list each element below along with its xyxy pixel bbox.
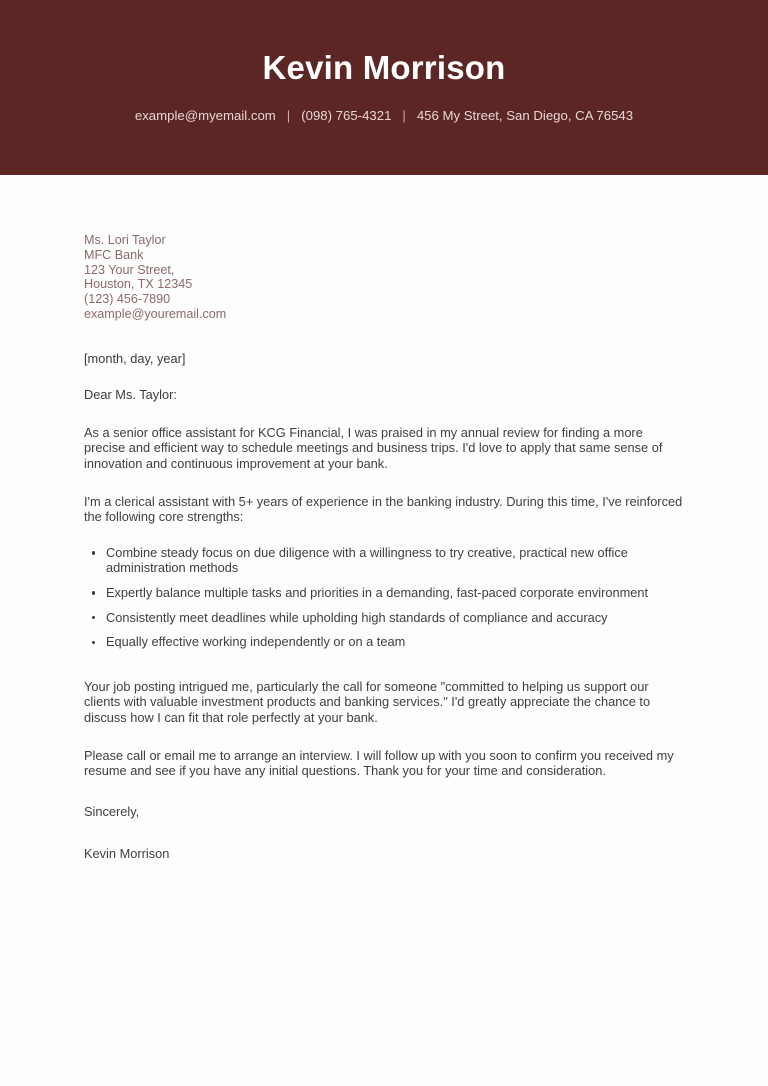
paragraph-job-posting: Your job posting intrigued me, particularly the call for someone "committed to helping us support our clients with valuable investment products and banking services." I'd greatly appreciate the chance to discuss how I can fit that role perfectly at your bank. [84, 678, 651, 725]
recipient-street: 123 Your Street, [84, 262, 175, 277]
list-item: Expertly balance multiple tasks and priorities in a demanding, fast-paced corporate environment [84, 585, 684, 601]
contact-separator-1: | [286, 108, 291, 124]
letter-signature: Kevin Morrison [84, 846, 170, 862]
letter-date: [month, day, year] [84, 350, 186, 366]
paragraph-strengths-lead: I'm a clerical assistant with 5+ years of experience in the banking industry. During this time, I've reinforced the following core strengths: [84, 493, 683, 525]
list-item: Consistently meet deadlines while upholding high standards of compliance and accuracy [84, 610, 684, 626]
recipient-company: MFC Bank [84, 247, 144, 262]
contact-email: example@myemail.com [134, 108, 276, 124]
recipient-address-block [84, 233, 684, 322]
recipient-name: Ms. Lori Taylor [84, 233, 166, 247]
letter-body [0, 233, 768, 862]
contact-phone: (098) 765-4321 [301, 108, 392, 124]
contact-separator-2: | [402, 108, 406, 124]
paragraph-call-to-action: Please call or email me to arrange an interview. I will follow up with you soon to confirm you received my resume and see if you have any initial questions. Thank you for your time and consideration. [84, 747, 674, 779]
recipient-email: example@youremail.com [84, 306, 227, 321]
contact-address: 456 My Street, San Diego, CA 76543 [416, 108, 634, 124]
core-strengths-list [84, 545, 684, 650]
list-item: Combine steady focus on due diligence with a willingness to try creative, practical new office administration methods [84, 545, 684, 576]
letterhead-header [0, 0, 768, 175]
recipient-phone: (123) 456-7890 [84, 292, 171, 307]
letter-closing: Sincerely, [84, 803, 140, 819]
applicant-name: Kevin Morrison [262, 49, 506, 86]
contact-line [135, 108, 633, 124]
paragraph-intro: As a senior office assistant for KCG Financial, I was praised in my annual review for finding a more precise and efficient way to schedule meetings and business trips. I'd love to apply that same sense of innovation and continuous improvement at your bank. [84, 424, 663, 471]
recipient-city-state-zip: Houston, TX 12345 [84, 277, 193, 292]
letter-salutation: Dear Ms. Taylor: [84, 386, 177, 402]
list-item: Equally effective working independently or on a team [84, 634, 684, 650]
